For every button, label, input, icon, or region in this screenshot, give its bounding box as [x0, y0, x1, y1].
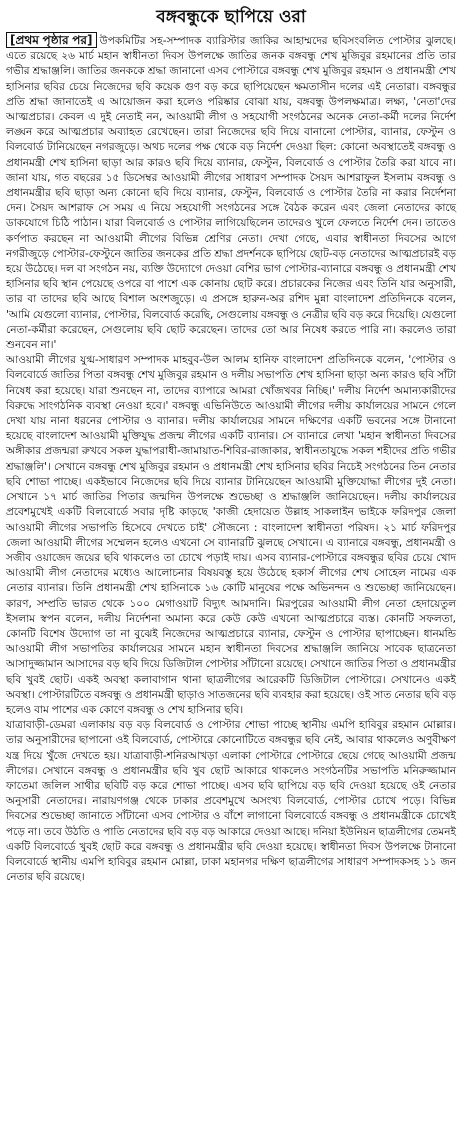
headline: বঙ্গবন্ধুকে ছাপিয়ে ওরা [156, 7, 306, 27]
article-paragraph-1 [6, 32, 456, 353]
article-paragraph-2 [6, 353, 456, 718]
continued-from-front-page-label: [প্রথম পৃষ্ঠার পর] [6, 32, 97, 48]
article-body [6, 32, 456, 885]
paragraph-text: আওয়ামী লীগের যুগ্ম-সাধারণ সম্পাদক মাহবুব-উল আলম হানিফ বাংলাদেশ প্রতিদিনকে বলেন, 'পোস্টার ও বিলবোর্ডে জাতির পিতা বঙ্গবন্ধু শেখ মুজিবুর রহমান ও দলীয় সভাপতি শেখ হাসিনা ছাড়া অন্য কারও ছবি সাঁটা নিষেধ করা হয়েছে। যারা শুনছেন না, তাদের ব্যাপারে আমরা খোঁজখবর নিচ্ছি।' দলীয় নির্দেশ অমান্যকারীদের বিরুদ্ধে সাংগঠনিক ব্যবস্থা নেওয়া হবে।' বঙ্গবন্ধু এভিনিউতে আওয়ামী লীগের দলীয় কার্যালয়ের সামনে গেলে দেখা যায় নানা ধরনের পোস্টার ও ব্যানার। দলীয় কার্যালয়ের সামনে দক্ষিণের একটি ভবনের সঙ্গে টানানো হয়েছে বাংলাদেশ আওয়ামী মুক্তিযুদ্ধ প্রজন্ম লীগের একটি ব্যানার। সে ব্যানারে লেখা 'মহান স্বাধীনতা দিবসের অঙ্গীকার প্রজন্মরা রুখবে সকল যুদ্ধাপরাধী-জামায়াত-শিবির-রাজাকার, স্বাধীনতাযুদ্ধে সকল শহীদের প্রতি গভীর শ্রদ্ধাঞ্জলি'। সেখানে বঙ্গবন্ধু শেখ মুজিবুর রহমান ও প্রধানমন্ত্রী শেখ হাসিনার ছবির নিচেই সংগঠনের তিন নেতার ছবি শোভা পাচ্ছে। একইভাবে নিজেদের ছবি দিয়ে ব্যানার টানিয়েছেন আওয়ামী মুক্তিযোদ্ধা লীগের দুই নেতা। সেখানে ১৭ মার্চ জাতির পিতার জন্মদিন উপলক্ষে শুভেচ্ছা ও শ্রদ্ধাঞ্জলি জানিয়েছেন। দলীয় কার্যালয়ের প্রবেশমুখেই একটি বিলবোর্ডে সবার দৃষ্টি কাড়ছে 'কাজী হেদায়েত উল্লাহ সাকলাইন ভাইকে ফরিদপুর জেলা আওয়ামী লীগের সভাপতি হিসেবে দেখতে চাই' সৌজন্যে : বাংলাদেশ স্বাধীনতা পরিষদ। ২১ মার্চ ফরিদপুর জেলা আওয়ামী লীগের সম্মেলন হলেও এখনো সে ব্যানারটি ঝুলছে সেখানে। এ ব্যানারে বঙ্গবন্ধু, প্রধানমন্ত্রী ও সজীব ওয়াজেদ জয়ের ছবি থাকলেও তা চোখে পড়াই দায়। এসব ব্যানার-পোস্টারে বঙ্গবন্ধুর ছবির চেয়ে খোদ আওয়ামী লীগ নেতাদের মধ্যেও আলোচনার বিষয়বস্তু হয়ে উঠেছে হকার্স লীগের শেখ সোহেল নামের এক নেতার ব্যানার। তিনি প্রধানমন্ত্রী শেখ হাসিনাকে ১৬ কোটি মানুষের পক্ষে অভিনন্দন ও শুভেচ্ছা জানিয়েছেন। কারণ, সম্প্রতি ভারত থেকে ১০০ মেগাওয়াট বিদ্যুৎ আমদানি। মিরপুরের আওয়ামী লীগ নেতা হেদায়েতুল ইসলাম স্বপন বলেন, দলীয় নির্দেশনা অমান্য করে কেউ কেউ এখনো আত্মপ্রচারে ব্যস্ত। কোনটি সফলতা, কোনটি বিশেষ উদ্যোগ তা না বুঝেই নিজেদের আত্মপ্রচারে ব্যানার, ফেস্টুন ও পোস্টার ছাপাচ্ছেন। ধানমন্ডি আওয়ামী লীগ সভাপতির কার্যালয়ের সামনে মহান স্বাধীনতা দিবসের শ্রদ্ধাঞ্জলি জানিয়ে সাবেক ছাত্রনেতা আসাদুজ্জামান আসাদের বড় ছবি দিয়ে ডিজিটাল পোস্টার সাঁটানো রয়েছে। সেখানে জাতির পিতা ও প্রধানমন্ত্রীর ছবি খুবই ছোট। একই অবস্থা কলাবাগান থানা ছাত্রলীগের আরেকটি ডিজিটাল পোস্টারে। সেখানেও একই অবস্থা। পোস্টারটিতে বঙ্গবন্ধু ও প্রধানমন্ত্রী ছাড়াও সাতজনের ছবি ব্যবহার করা হয়েছে। ওই সাত নেতার ছবি বড় হলেও বাম পাশের এক কোণে বঙ্গবন্ধু ও শেখ হাসিনার ছবি। [6, 354, 457, 716]
article-paragraph-3 [6, 718, 456, 885]
paragraph-text: উপকমিটির সহ-সম্পাদক ব্যারিস্টার জাকির আহাম্মদের ছবিসংবলিত পোস্টার ঝুলছে। এতে রয়েছে ২৬ মার্চ মহান স্বাধীনতা দিবস উপলক্ষে জাতির জনক বঙ্গবন্ধু শেখ মুজিবুর রহমানের প্রতি তার গভীর শ্রদ্ধাঞ্জলি। জাতির জনককে শ্রদ্ধা জানানো এসব পোস্টারে বঙ্গবন্ধু শেখ মুজিবুর রহমান ও প্রধানমন্ত্রী শেখ হাসিনার ছবির চেয়ে নিজেদের ছবি কয়েক গুণ বড় করে ছাপিয়েছেন ক্ষমতাসীন দলের এই নেতারা। বঙ্গবন্ধুর প্রতি শ্রদ্ধা জানাতেই এ আয়োজন করা হলেও পরিষ্কার বোঝা যায়, বঙ্গবন্ধু উপলক্ষমাত্র। লক্ষ্য, 'নেতা'দের আত্মপ্রচার। কেবল এ দুই নেতাই নন, আওয়ামী লীগ ও সহযোগী সংগঠনের অনেক নেতা-কর্মী দলের নির্দেশ লঙ্ঘন করে আত্মপ্রচার অব্যাহত রেখেছেন। তারা নিজেদের ছবি দিয়ে বানানো পোস্টার, ব্যানার, ফেস্টুন ও বিলবোর্ড টানিয়েছেন নগরজুড়ে। অথচ দলের পক্ষ থেকে বড় নির্দেশ দেওয়া ছিল: কোনো অবস্থাতেই বঙ্গবন্ধু ও প্রধানমন্ত্রী শেখ হাসিনা ছাড়া আর কারও ছবি দিয়ে ব্যানার, ফেস্টুন, বিলবোর্ড ও পোস্টার তৈরি করা যাবে না। জানা যায়, গত বছরের ১৫ ডিসেম্বর আওয়ামী লীগের সাধারণ সম্পাদক সৈয়দ আশরাফুল ইসলাম বঙ্গবন্ধু ও প্রধানমন্ত্রীর ছবি ছাড়া অন্য কোনো ছবি দিয়ে ব্যানার, ফেস্টুন, বিলবোর্ড ও পোস্টার তৈরি না করার নির্দেশনা দেন। সৈয়দ আশরাফ সে সময় এ নিয়ে সহযোগী সংগঠনের সঙ্গে বৈঠক করেন এবং জেলা নেতাদের কাছে ডাকযোগে চিঠি পাঠান। যারা বিলবোর্ড ও পোস্টার লাগিয়েছিলেন তাদেরও খুলে ফেলতে নির্দেশ দেন। তাতেও কর্ণপাত করছেন না আওয়ামী লীগের বিভিন্ন শ্রেণির নেতা। দেখা গেছে, এবার স্বাধীনতা দিবসের আগে নগরীজুড়ে পোস্টার-ফেস্টুনে জাতির জনকের প্রতি শ্রদ্ধা প্রদর্শনকে ছাপিয়ে ছোট-বড় নেতাদের আত্মপ্রচারই বড় হয়ে উঠেছে। দল বা সংগঠন নয়, ব্যক্তি উদ্যোগে দেওয়া বেশির ভাগ পোস্টার-ব্যানারে বঙ্গবন্ধু ও প্রধানমন্ত্রী শেখ হাসিনার ছবি স্থান পেয়েছে ওপরে বা পাশে এক কোনায় ছোট করে। প্রচারকের নিজের এবং তিনি যার অনুসারী, তার বা তাদের ছবি আছে বিশাল অংশজুড়ে। এ প্রসঙ্গে হারুন-অর রশিদ মুন্না বাংলাদেশ প্রতিদিনকে বলেন, 'আমি যেগুলো ব্যানার, পোস্টার, বিলবোর্ড করেছি, সেগুলোয় বঙ্গবন্ধু ও নেত্রীর ছবি বড় করে দিয়েছি। যেগুলো নেতা-কর্মীরা করেছেন, সেগুলোয় ছবি ছোট করেছেন। তাদের তো আর নিষেধ করতে পারি না। করলেও তারা শুনবেন না।' [6, 35, 456, 352]
paragraph-text: যাত্রাবাড়ী-ডেমরা এলাকায় বড় বড় বিলবোর্ড ও পোস্টার শোভা পাচ্ছে স্থানীয় এমপি হাবিবুর রহমান মোল্লার। তার অনুসারীদের ছাপানো ওই বিলবোর্ড, পোস্টারে কোনোটিতে বঙ্গবন্ধুর ছবি নেই, আবার থাকলেও অণুবীক্ষণ যন্ত্র দিয়ে খুঁজে দেখতে হয়। যাত্রাবাড়ী-শনিরআখড়া এলাকা পোস্টারে পোস্টারে ছেয়ে গেছে আওয়ামী প্রজন্ম লীগের। সেখানে বঙ্গবন্ধু ও প্রধানমন্ত্রীর ছবি খুব ছোট আকারে থাকলেও সংগঠনটির সভাপতি মনিরুজ্জামান ফাতেমা জলিল সাথীর ছবিটি বড় করে শোভা পাচ্ছে। এসব ছবি ছাপিয়ে বড় ছবি দেওয়া হয়েছে ওই নেতার অনুসারী নেতাদের। নারায়ণগঞ্জ থেকে ঢাকার প্রবেশমুখে অসংখ্য বিলবোর্ড, পোস্টার চোখে পড়ে। বিভিন্ন দিবসের শুভেচ্ছা জানাতে সাঁটানো এসব পোস্টার ও বাঁশে লাগানো বিলবোর্ডে বঙ্গবন্ধু ও প্রধানমন্ত্রীকে চোখেই পড়ে না। তবে উঠতি ও পাতি নেতাদের ছবি বড় বড় আকারে দেওয়া আছে। দনিয়া ইউনিয়ন ছাত্রলীগের তেমনই একটি বিলবোর্ডে খুবই ছোট করে বঙ্গবন্ধু ও প্রধানমন্ত্রীর ছবি দেওয়া হয়েছে। স্বাধীনতা দিবস উপলক্ষে টানানো বিলবোর্ডে স্থানীয় এমপি হাবিবুর রহমান মোল্লা, ঢাকা মহানগর দক্ষিণ ছাত্রলীগের সাধারণ সম্পাদকসহ ১১ জন নেতার ছবি রয়েছে। [6, 719, 456, 884]
